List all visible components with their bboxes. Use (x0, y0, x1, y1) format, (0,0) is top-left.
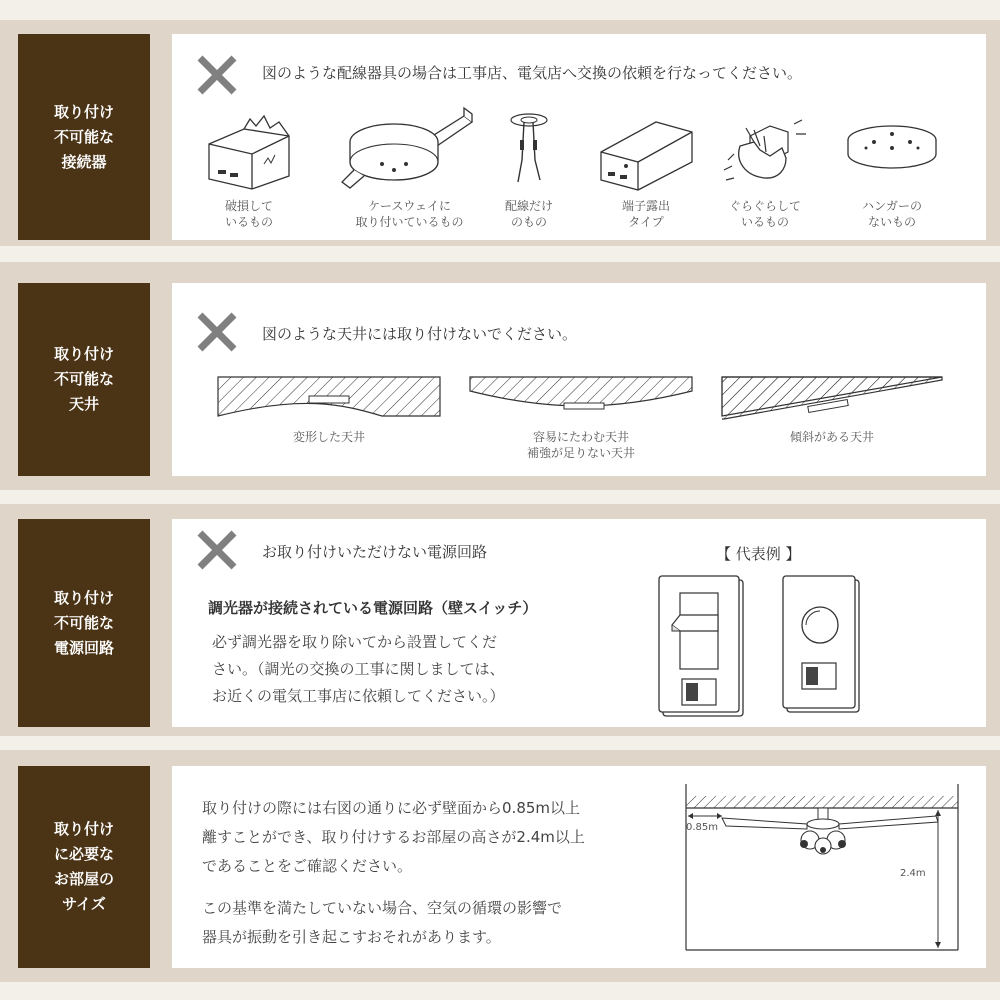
room-size-instructions: 取り付けの際には右図の通りに必ず壁面から0.85m以上 離すことができ、取り付けするお部屋の高さが2.4m以上 であることをご確認ください。 (202, 799, 585, 875)
caption-wires: 配線だけ のもの (504, 199, 553, 229)
caption-deformed: 変形した天井 (292, 430, 365, 444)
room-size-diagram (682, 780, 972, 956)
side-label-text: 取り付け 不可能な 接続器 (53, 102, 114, 171)
card-circuits (172, 519, 986, 727)
rotary-dimmer-switch-icon (782, 575, 862, 715)
heading-circuits: お取り付けいただけない電源回路 (262, 543, 488, 561)
sagging-ceiling-icon (470, 377, 692, 409)
card-ceilings (172, 283, 986, 476)
room-size-warning: この基準を満たしていない場合、空気の循環の影響で 器具が振動を引き起こすおそれがあります。 (202, 899, 563, 946)
side-label-text: 取り付け 不可能な 電源回路 (53, 588, 114, 657)
caption-no-hanger: ハンガーの ないもの (861, 199, 922, 229)
side-label-text: 取り付け に必要な お部屋の サイズ (53, 820, 114, 913)
caption-loose: ぐらぐらして いるもの (728, 199, 801, 229)
dim-room-height: 2.4m (900, 868, 926, 879)
exposed-terminal-icon (596, 108, 696, 194)
no-hanger-icon (844, 120, 940, 180)
slider-dimmer-switch-icon (658, 575, 748, 719)
example-label: 【 代表例 】 (716, 545, 801, 563)
x-mark-icon (196, 529, 238, 571)
dimmer-instructions: 必ず調光器を取り除いてから設置してくだ さい。（調光の交換の工事に関しましては、 お近くの電気工事店に依頼してください。） (212, 633, 505, 705)
wires-only-icon (504, 110, 554, 190)
x-mark-icon (196, 54, 238, 96)
heading-connectors: 図のような配線器具の場合は工事店、電気店へ交換の依頼を行なってください。 (262, 64, 803, 82)
caption-caseway: ケースウェイに 取り付いているもの (355, 199, 464, 229)
caseway-connector-icon (344, 102, 474, 194)
broken-connector-icon (204, 104, 294, 194)
sloped-ceiling-icon (722, 377, 942, 419)
side-label-room-size (18, 766, 150, 968)
card-connectors (172, 34, 986, 240)
deformed-ceiling-icon (218, 377, 440, 416)
heading-ceilings: 図のような天井には取り付けないでください。 (262, 325, 578, 343)
caption-sagging: 容易にたわむ天井 補強が足りない天井 (526, 430, 635, 460)
dim-wall-distance: 0.85m (686, 822, 719, 833)
side-label-ceilings (18, 283, 150, 476)
caption-terminal: 端子露出 タイプ (621, 199, 670, 229)
side-label-circuits (18, 519, 150, 727)
side-label-text: 取り付け 不可能な 天井 (53, 345, 114, 413)
caption-sloped: 傾斜がある天井 (789, 430, 874, 444)
side-label-connectors (18, 34, 150, 240)
card-room-size (172, 766, 986, 968)
loose-connector-hand-icon (720, 106, 810, 196)
subheading-dimmer: 調光器が接続されている電源回路（壁スイッチ） (208, 599, 538, 617)
caption-broken: 破損して いるもの (224, 199, 273, 229)
